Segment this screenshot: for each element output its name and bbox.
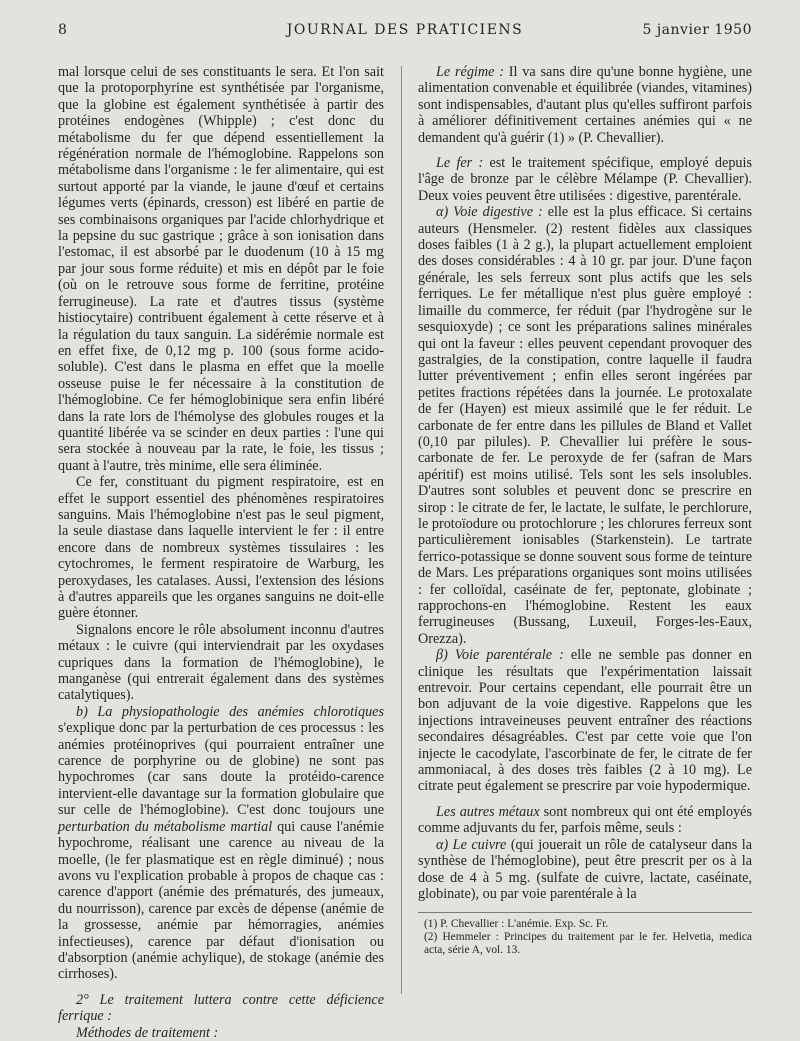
fer-paragraph: Le fer : est le traitement spécifique, employé depuis l'âge de bronze par le célèbre Mélampe (P. Chevallier). Deux voies peuvent être utilisées : digestive, parentérale. [418, 155, 752, 204]
cuivre-label: α) Le cuivre [436, 836, 507, 853]
voie-parenterale-paragraph: β) Voie parentérale : elle ne semble pas donner en clinique les résultats que l'expérimentation laissait entrevoir. Pour certains cependant, elle pourrait être un bon adjuvant de la voie digestive. Rappelons que les injections intraveineuses peuvent entraîner des réactions secondaires désagréables. C'est par cette voie que l'on injecte le cacodylate, l'ascorbinate de fer, le citrate de fer ammoniacal, à des doses très faibles (2 à 10 mg). Le citrate peut également se prescrire par voie hypodermique. [418, 647, 752, 795]
section-b-text-2: qui cause l'anémie hypochrome, réalisant une carence au niveau de la moelle, (le fer plasmatique est en règle diminué) ; nous avons vu l'explication probable à propos de chaque cas : carence d'apport (anémie des prématurés, des jumeaux, du nourrisson), carence par excès de dépense (anémie de la grossesse, anémie par hémorragies, anémies infectieuses), carence par défaut d'ionisation ou d'absorption (anémie achylique), de stokage (anémie des cirrhoses). [58, 818, 384, 983]
paragraph: Ce fer, constituant du pigment respiratoire, est en effet le support essentiel des phénomènes respiratoires sanguins. Mais l'hémoglobine n'est pas le seul pigment, la seule diastase dans laquelle intervient le fer : il entre encore dans de nombreux systèmes tissulaires : les cytochromes, le ferment respiratoire de Warburg, les peroxydases, les catalases. Aussi, l'extension des lésions à d'autres appareils que les organes sanguins ne doit-elle guère étonner. [58, 474, 384, 622]
cuivre-paragraph: α) Le cuivre (qui jouerait un rôle de catalyseur dans la synthèse de l'hémoglobine), peut être prescrit per os à la dose de 4 à 5 mg. (sulfate de cuivre, lactate, caséinate, globinate), ou par voie parentérale à la [418, 836, 752, 902]
page-header [58, 22, 752, 46]
autres-metaux-paragraph: Les autres métaux sont nombreux qui ont été employés comme adjuvants du fer, parfois même, seuls : [418, 803, 752, 837]
voie-parenterale-label: β) Voie parentérale : [436, 647, 564, 664]
section-b-text: s'explique donc par la perturbation de ces processus : les anémies protéinoprives (qui pourraient entraîner une carence de porphyrine ou de globine) ne sont pas hypochromes (car sans doute la protéido-carence intervient-elle davantage sur la formation globulaire que sur celle de l'hémoglobine). C'est donc toujours une [58, 720, 384, 819]
issue-date: 5 janvier 1950 [642, 22, 752, 38]
footnote: (2) Hemmeler : Principes du traitement par le fer. Helvetia, medica acta, série A, vol. 13. [424, 931, 752, 957]
regime-paragraph: Le régime : Il va sans dire qu'une bonne hygiène, une alimentation convenable et équilibrée (viandes, vitamines) sont indispensables, d'autant plus qu'elles suffiront parfois à améliorer définitivement certaines anémies qui « ne demandent qu'à guérir (1) » (P. Chevallier). [418, 64, 752, 146]
autres-metaux-label: Les autres métaux [436, 803, 540, 820]
footnotes [418, 912, 752, 957]
section-b-emphasis: perturbation du métabolisme martial [58, 818, 273, 835]
footnote: (1) P. Chevallier : L'anémie. Exp. Sc. Fr. [424, 918, 609, 931]
section-b-heading: b) La physiopathologie des anémies chlorotiques [76, 703, 384, 720]
voie-digestive-label: α) Voie digestive : [436, 204, 543, 221]
column-divider [401, 66, 402, 994]
right-column [418, 64, 752, 957]
voie-digestive-paragraph: α) Voie digestive : elle est la plus efficace. Si certains auteurs (Hensmeler. (2) restent fidèles aux classiques doses faibles (1 à 2 g.), la plupart actuellement emploient des doses considérables : 4 à 10 gr. par jour. D'une façon générale, les sels ferreux sont plus actifs que les sels ferriques. Le fer métallique n'est plus guère employé : limaille du commerce, fer réduit (par l'hydrogène sur le sesquioxyde) ; ce sont les préparations salines minérales qui ont la faveur : elles peuvent cependant provoquer des gastralgies, de la constipation, contre laquelle il faudra lutter préventivement ; enfin elles seront ingérées par petites fractions répétées dans la journée. Le protoxalate de fer (Hayen) est mieux assimilé que le fer réduit. Le carbonate de fer entre dans les pillules de Bland et Vallet (0,10 par pilules). P. Chevallier lui préfère le sous-carbonate de fer. Le peroxyde de fer (safran de Mars apéritif) est moins utilisé. Tels sont les sels insolubles. D'autres sont solubles et peuvent donc se prescrire en sirop : le citrate de fer, le lactate, le sulfate, le perchlorure, le protoïodure ou protochlorure ; les chlorures ferreux sont particulièrement ionisables (Starkenstein). Le tartrate ferrico-potassique se donne souvent sous forme de teinture de Mars. Les préparations organiques sont moins utilisées : fer colloïdal, caséinate de fer, peptonate, globinate ; rapprochons-en l'hémoglobine. Restent les eaux ferrugineuses (Bussang, Luxeuil, Forges-les-Eaux, Orezza). [418, 204, 752, 647]
page-number: 8 [58, 22, 68, 38]
regime-label: Le régime : [436, 64, 504, 80]
section-2-heading: 2° Le traitement luttera contre cette déficience ferrique : [58, 991, 384, 1025]
section-b-paragraph [58, 704, 384, 983]
fer-label: Le fer : [436, 155, 484, 172]
left-column [58, 64, 384, 1041]
paragraph: mal lorsque celui de ses constituants le sera. Et l'on sait que la protoporphyrine est synthétisée par l'organisme, que la globine est également synthétisée à partir des protéines endogènes (Whipple) ; c'est donc du métabolisme du fer que dépend essentiellement la régénération normale de l'hémoglobine. Rappelons son métabolisme dans l'organisme : le fer alimentaire, qui est surtout apporté par la viande, le jaune d'œuf et certains légumes verts (épinards, cresson) est libéré en partie de ses combinaisons organiques par l'acide chlorhydrique et la pepsine du suc gastrique ; grâce à son ionisation dans l'estomac, il est absorbé par le duodenum (10 à 15 mg par jour sous forme réduite) et mis en dépôt par le foie (où on le retrouve sous forme de ferritine, protéine ferrugineuse). La rate et d'autres tissus (système histiocytaire) contribuent également à cette réserve et à la régulation du taux sanguin. La sidérémie normale est en effet fixe, de 0,12 mg p. 100 (sous forme acido-soluble). C'est dans le plasma en effet que la moelle osseuse puise le fer nécessaire à la constitution de l'hémoglobine. Ce fer hémoglobinique sera enfin libéré dans la rate lors de l'hémolyse des globules rouges et la quantité libérée va se scinder en deux parties : l'une qui sera stockée à nouveau par la rate, le foie, les tissus ; quant à l'autre, très minime, elle sera éliminée. [58, 64, 384, 474]
journal-title: JOURNAL DES PRATICIENS [286, 22, 524, 38]
section-2-subheading: Méthodes de traitement : [76, 1024, 219, 1041]
paragraph: Signalons encore le rôle absolument inconnu d'autres métaux : le cuivre (qui interviendrait par les oxydases cupriques dans la formation de l'hémoglobine), le manganèse (qui entrerait également dans des systèmes catalytiques). [58, 621, 384, 704]
